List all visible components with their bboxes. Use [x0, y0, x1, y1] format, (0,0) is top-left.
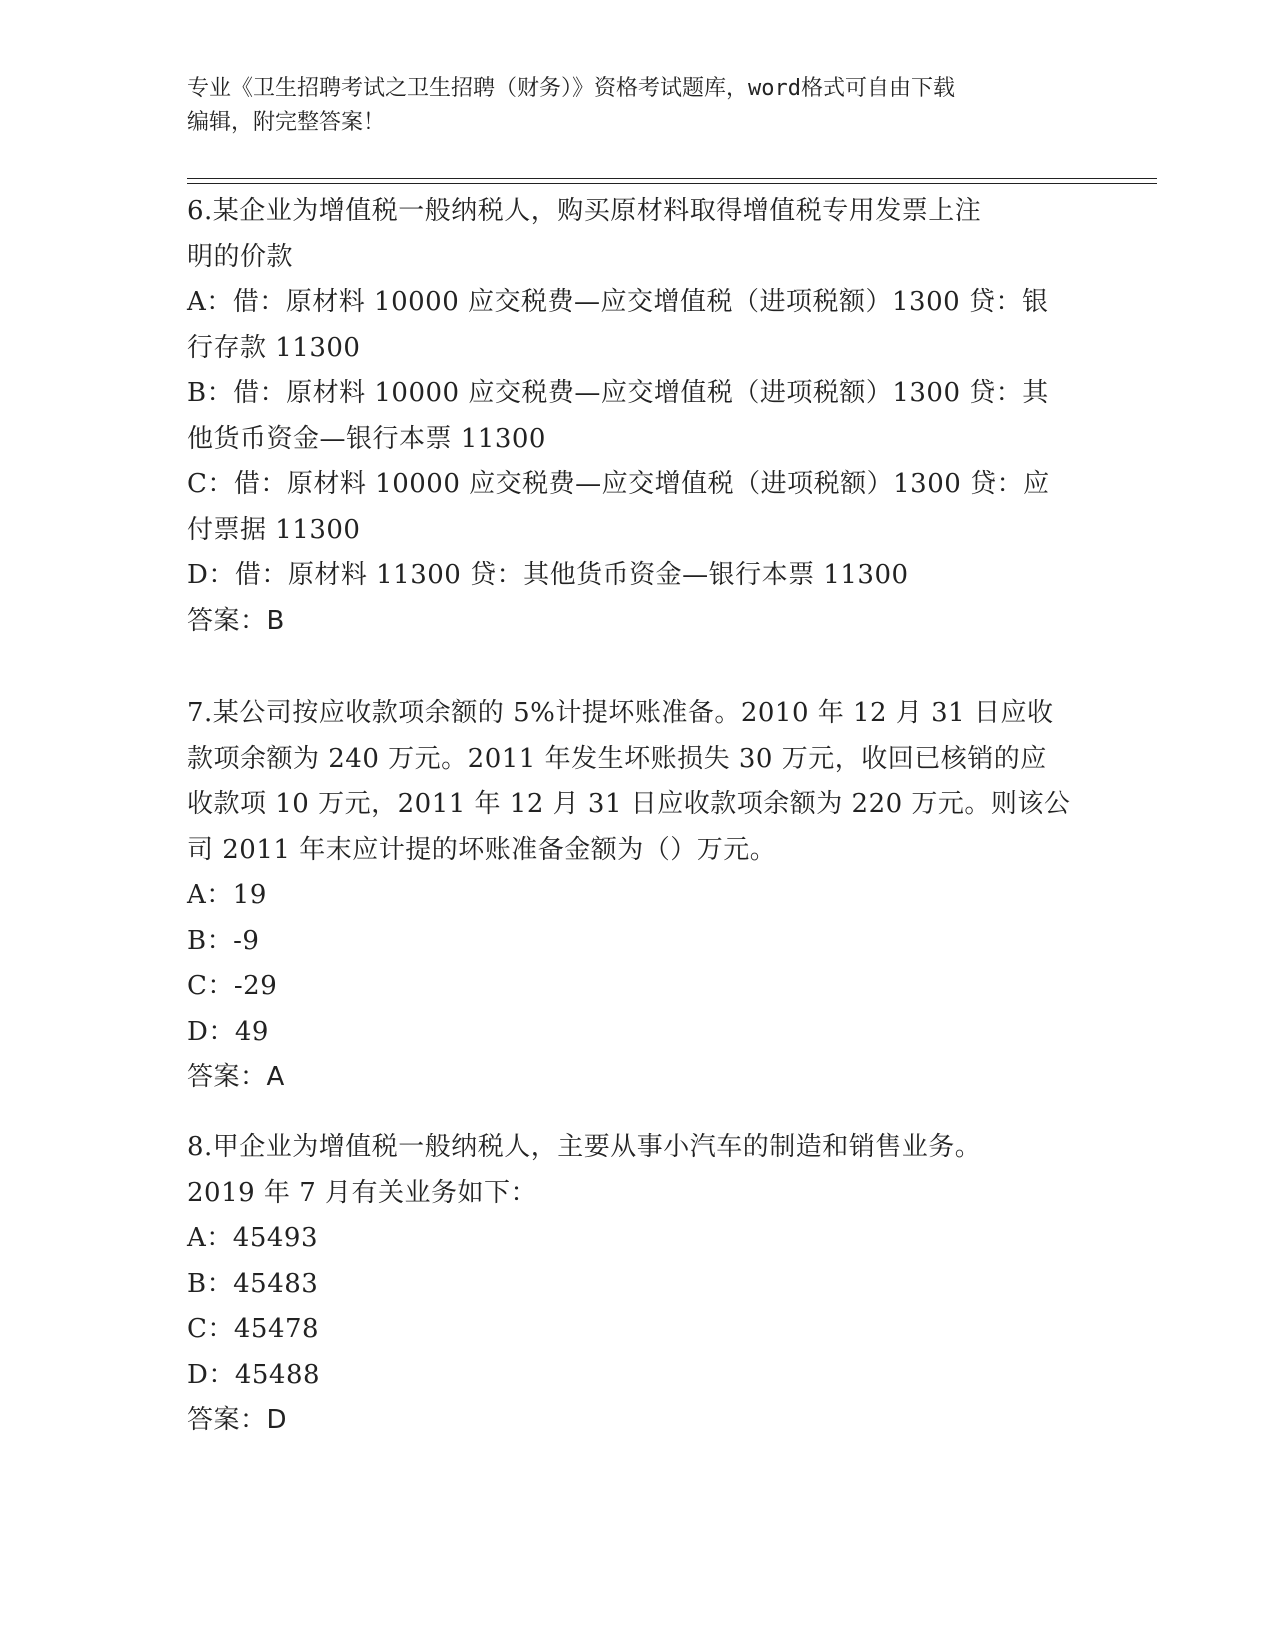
option-d: D：45488 — [187, 1359, 321, 1390]
option-line: 他货币资金—银行本票 11300 — [187, 423, 546, 454]
question-text-line: 明的价款 — [187, 241, 294, 272]
question-text-line: 7.某公司按应收款项余额的 5%计提坏账准备。2010 年 12 月 31 日应收 — [187, 698, 1054, 728]
option-c: C：45478 — [187, 1314, 320, 1344]
option-line: 付票据 11300 — [187, 514, 361, 545]
answer-label: 答案：B — [187, 605, 285, 636]
option-b: B：-9 — [187, 925, 260, 956]
question-text-line: 2019 年 7 月有关业务如下： — [187, 1177, 538, 1208]
option-a: A：19 — [187, 880, 267, 910]
option-line: 行存款 11300 — [187, 332, 361, 363]
option-line: D：借：原材料 11300 贷：其他货币资金—银行本票 11300 — [187, 560, 909, 590]
option-a: A：45493 — [187, 1223, 318, 1253]
answer-label: 答案：A — [187, 1062, 285, 1092]
question-text-line: 6.某企业为增值税一般纳税人，购买原材料取得增值税专用发票上注 — [187, 196, 982, 226]
header-line-2: 编辑，附完整答案！ — [187, 110, 386, 135]
question-text-line: 款项余额为 240 万元。2011 年发生坏账损失 30 万元，收回已核销的应 — [187, 743, 1047, 774]
question-text-line: 8.甲企业为增值税一般纳税人，主要从事小汽车的制造和销售业务。 — [187, 1132, 982, 1162]
option-b: B：45483 — [187, 1268, 319, 1299]
option-line: C：借：原材料 10000 应交税费—应交增值税（进项税额）1300 贷：应 — [187, 469, 1050, 499]
option-d: D：49 — [187, 1016, 269, 1047]
option-c: C：-29 — [187, 971, 278, 1001]
header-line-1: 专业《卫生招聘考试之卫生招聘（财务）》资格考试题库，word格式可自由下载 — [187, 76, 955, 101]
question-text-line: 司 2011 年末应计提的坏账准备金额为（）万元。 — [187, 834, 777, 865]
question-6 — [187, 189, 1087, 644]
header-divider-thin — [187, 183, 1157, 184]
document-header — [187, 72, 1087, 140]
answer-label: 答案：D — [187, 1405, 288, 1435]
option-line: A：借：原材料 10000 应交税费—应交增值税（进项税额）1300 贷：银 — [187, 287, 1049, 317]
question-8 — [187, 1125, 1087, 1444]
header-divider-thick — [187, 178, 1157, 179]
question-text-line: 收款项 10 万元，2011 年 12 月 31 日应收款项余额为 220 万元。则该公 — [187, 789, 1071, 819]
option-line: B：借：原材料 10000 应交税费—应交增值税（进项税额）1300 贷：其 — [187, 378, 1049, 408]
question-7 — [187, 691, 1087, 1101]
